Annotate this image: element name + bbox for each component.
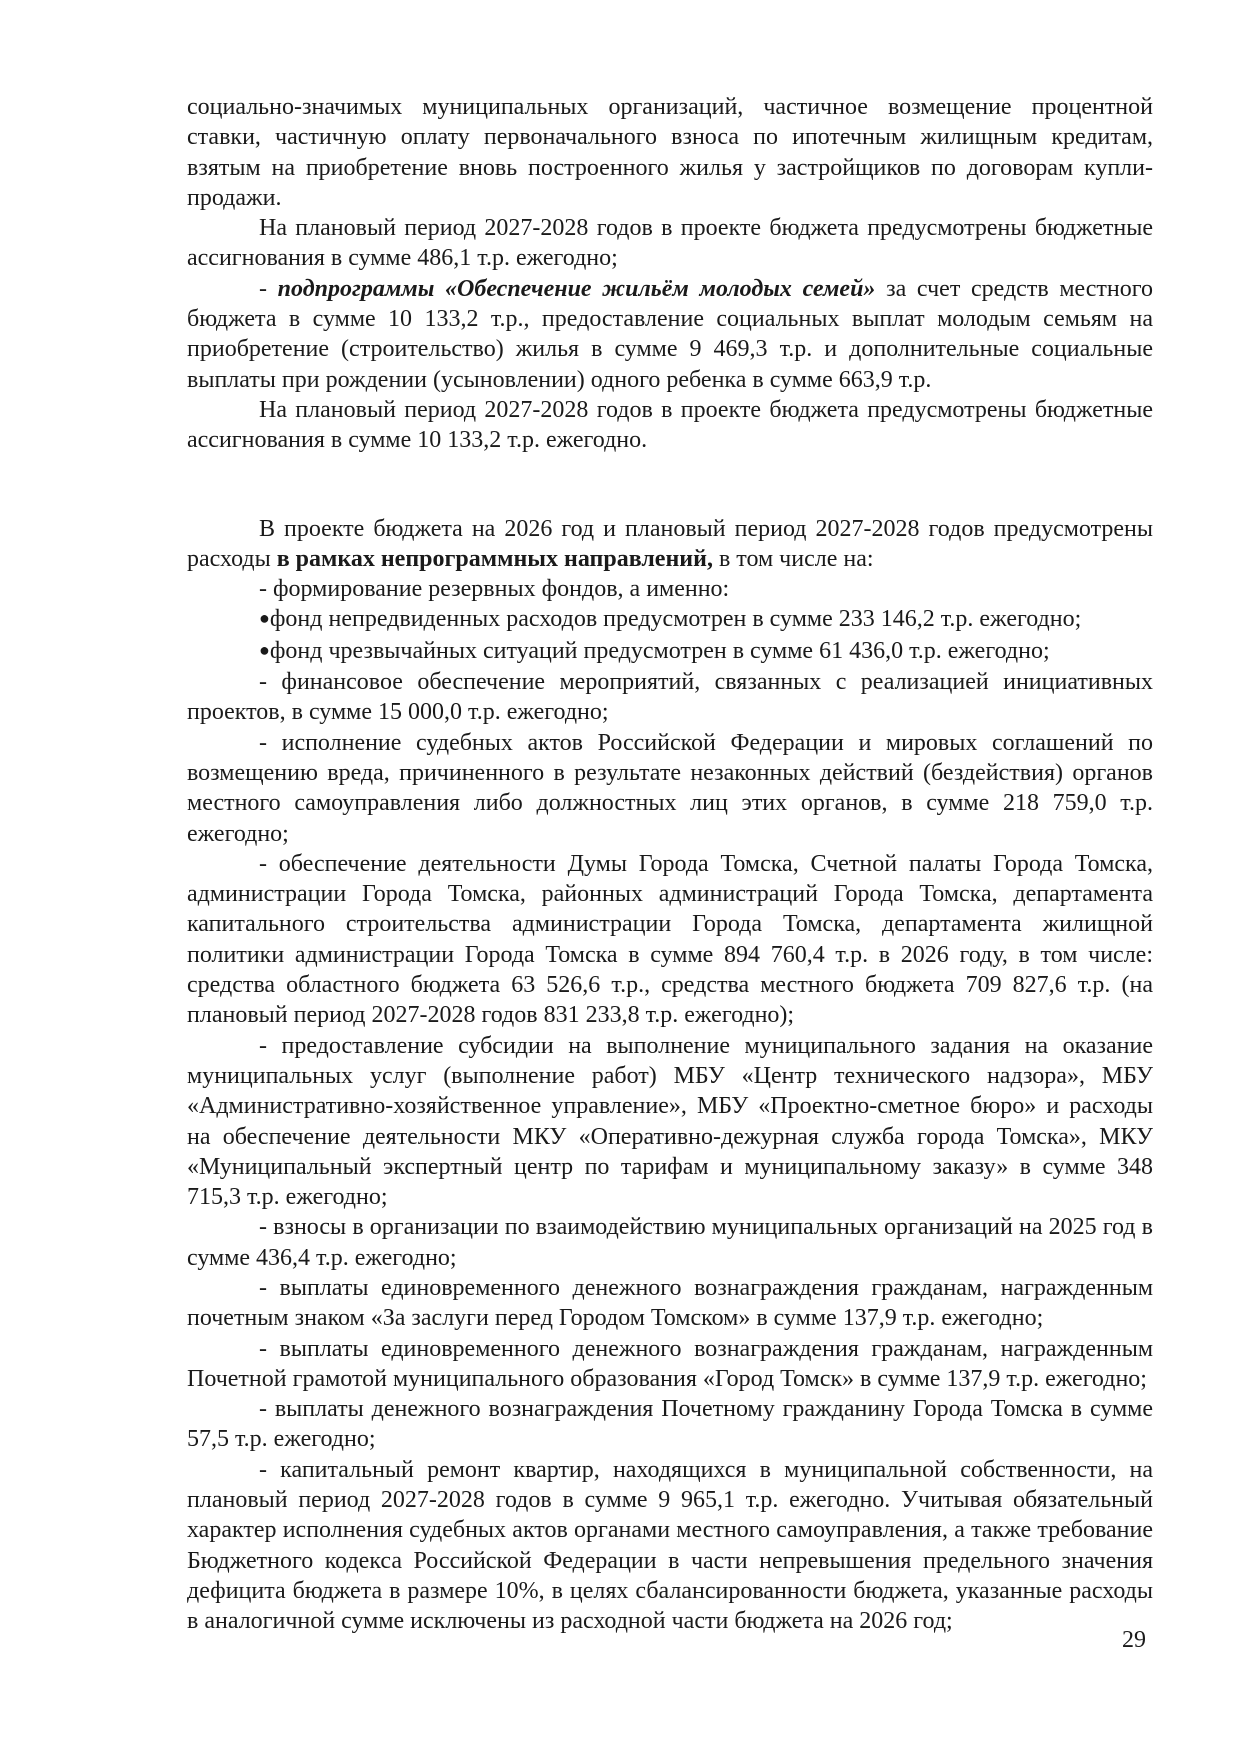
bullet-icon: ● (259, 608, 270, 629)
page-number: 29 (1122, 1627, 1146, 1653)
dash-prefix: - (259, 275, 278, 302)
bullet-icon: ● (259, 639, 270, 660)
contingency-fund-text: фонд непредвиденных расходов предусмотрен в сумме 233 146,2 т.р. ежегодно; (269, 606, 1082, 633)
intro-text-end: в том числе на: (712, 545, 874, 572)
list-item-administration-activity: - обеспечение деятельности Думы Города Томска, Счетной палаты Города Томска, администрации Города Томска, районных администраций Города Томска, департамента капитального строительства администрации Города Томска, департамента жилищной политики администрации Города Томска в сумме 894 760,4 т.р. в 2026 году, в том числе: средства областного бюджета 63 526,6 т.р., средства местного бюджета 709 827,6 т.р. (на плановый период 2027-2028 годов 831 233,8 т.р. ежегодно); (187, 850, 1153, 1029)
list-item-municipal-assignment-subsidy: - предоставление субсидии на выполнение муниципального задания на оказание муниципальных услуг (выполнение работ) МБУ «Центр технического надзора», МБУ «Административно-хозяйственное управление», МБУ «Проектно-сметное бюро» и расходы на обеспечение деятельности МКУ «Оперативно-дежурная служба города Томска», МКУ «Муниципальный экспертный центр по тарифам и муниципальному заказу» в сумме 348 715,3 т.р. ежегодно; (187, 1032, 1153, 1211)
list-item-reserve-funds: - формирование резервных фондов, а именно: (259, 576, 730, 603)
paragraph-planned-period-486: На плановый период 2027-2028 годов в проекте бюджета предусмотрены бюджетные ассигнования в сумме 486,1 т.р. ежегодно; (187, 215, 1153, 272)
paragraph-non-program-intro (187, 514, 1153, 575)
list-item-honorary-citizen-payments: - выплаты денежного вознаграждения Почетному гражданину Города Томска в сумме 57,5 т.р. ежегодно; (187, 1396, 1153, 1453)
list-item-badge-award-payments: - выплаты единовременного денежного вознаграждения гражданам, награжденным почетным знаком «За заслуги перед Городом Томском» в сумме 137,9 т.р. ежегодно; (187, 1274, 1153, 1332)
non-program-directions-title: в рамках непрограммных направлений, (276, 545, 713, 572)
intro-text: В проекте бюджета на 2026 год и плановый период 2027-2028 годов предусмотрены расходы (187, 515, 1153, 572)
subprogram-text: за счет средств местного бюджета в сумме 10 133,2 т.р., предоставление социальных выплат молодым семьям на приобретение (строительство) жилья в сумме 9 469,3 т.р. и дополнительные социальные выплаты при рождении (усыновлении) одного ребенка в сумме 663,9 т.р. (187, 275, 1154, 393)
section-spacer (187, 456, 1153, 514)
subprogram-title: подпрограммы «Обеспечение жильём молодых семей» (277, 275, 876, 302)
list-item-emergency-fund (187, 636, 1153, 667)
list-item-membership-fees: - взносы в организации по взаимодействию муниципальных организаций на 2025 год в сумме 436,4 т.р. ежегодно; (187, 1214, 1153, 1271)
list-item-contingency-fund (187, 604, 1153, 635)
emergency-fund-text: фонд чрезвычайных ситуаций предусмотрен в сумме 61 436,0 т.р. ежегодно; (269, 637, 1050, 664)
paragraph-youth-housing-support: социально-значимых муниципальных организаций, частичное возмещение процентной ставки, частичную оплату первоначального взноса по ипотечным жилищным кредитам, взятым на приобретение вновь построенного жилья у застройщиков по договорам купли-продажи. (187, 94, 1153, 211)
document-body (187, 92, 1153, 1637)
list-item-initiative-projects: - финансовое обеспечение мероприятий, связанных с реализацией инициативных проектов, в сумме 15 000,0 т.р. ежегодно; (187, 669, 1153, 726)
list-item-certificate-award-payments: - выплаты единовременного денежного вознаграждения гражданам, награжденным Почетной грамотой муниципального образования «Город Томск» в сумме 137,9 т.р. ежегодно; (187, 1335, 1153, 1392)
paragraph-planned-period-10133: На плановый период 2027-2028 годов в проекте бюджета предусмотрены бюджетные ассигнования в сумме 10 133,2 т.р. ежегодно. (187, 396, 1153, 454)
list-item-court-acts: - исполнение судебных актов Российской Федерации и мировых соглашений по возмещению вреда, причиненного в результате незаконных действий (бездействия) органов местного самоуправления либо должностных лиц этих органов, в сумме 218 759,0 т.р. ежегодно; (187, 729, 1153, 847)
list-item-apartment-repair: - капитальный ремонт квартир, находящихся в муниципальной собственности, на плановый период 2027-2028 годов в сумме 9 965,1 т.р. ежегодно. Учитывая обязательный характер исполнения судебных актов органами местного самоуправления, а также требование Бюджетного кодекса Российской Федерации в части непревышения предельного значения дефицита бюджета в размере 10%, в целях сбалансированности бюджета, указанные расходы в аналогичной сумме исключены из расходной части бюджета на 2026 год; (187, 1456, 1153, 1635)
paragraph-young-families-subprogram (187, 274, 1153, 395)
